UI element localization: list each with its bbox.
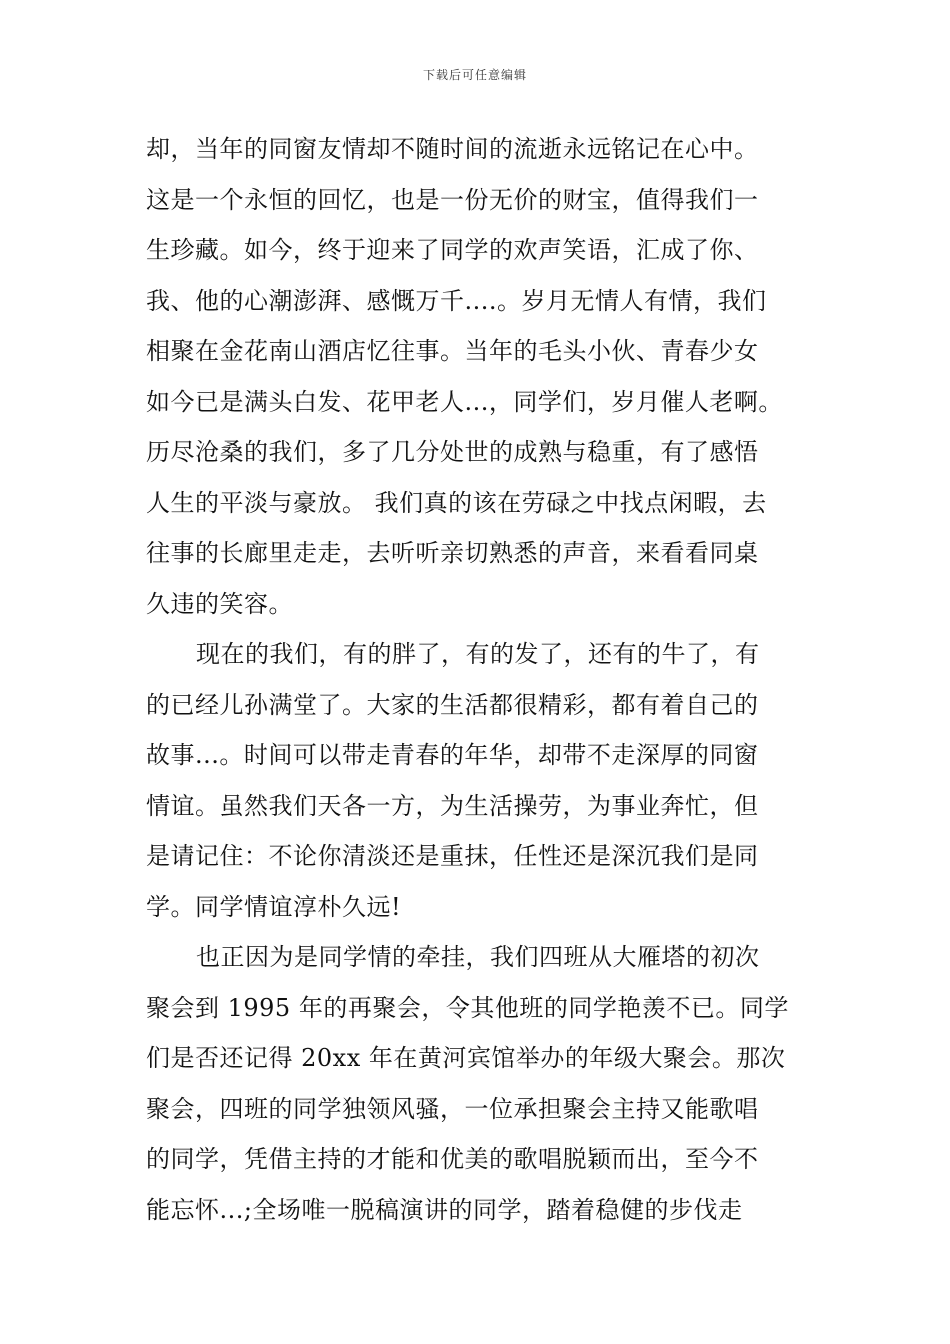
text-line: 也正因为是同学情的牵挂，我们四班从大雁塔的初次 (196, 943, 760, 971)
text-line: 往事的长廊里走走，去听听亲切熟悉的声音，来看看同桌 (146, 539, 759, 567)
text-line: 的已经儿孙满堂了。大家的生活都很精彩，都有着自己的 (146, 690, 759, 719)
text-line: 的同学，凭借主持的才能和优美的歌唱脱颖而出，至今不 (146, 1145, 759, 1173)
body-text (146, 124, 816, 1235)
text-line: 聚会，四班的同学独领风骚，一位承担聚会主持又能歌唱 (146, 1094, 759, 1123)
text-line: 久违的笑容。 (146, 589, 293, 618)
text-line: 学。同学情谊淳朴久远! (146, 892, 402, 921)
text-line: 们是否还记得 20xx 年在黄河宾馆举办的年级大聚会。那次 (146, 1044, 786, 1072)
text-line: 能忘怀...;全场唯一脱稿演讲的同学，踏着稳健的步伐走 (146, 1195, 743, 1224)
text-line: 情谊。虽然我们天各一方，为生活操劳，为事业奔忙，但 (146, 791, 759, 820)
text-line: 我、他的心潮澎湃、感慨万千....。岁月无情人有情，我们 (146, 286, 767, 315)
text-line: 人生的平淡与豪放。 我们真的该在劳碌之中找点闲暇，去 (146, 488, 767, 517)
text-line: 这是一个永恒的回忆，也是一份无价的财宝，值得我们一 (146, 185, 759, 214)
text-line: 相聚在金花南山酒店忆往事。当年的毛头小伙、青春少女 (146, 337, 759, 365)
text-line: 故事...。时间可以带走青春的年华，却带不走深厚的同窗 (146, 741, 759, 769)
header-note: 下载后可任意编辑 (422, 68, 527, 82)
text-line: 却，当年的同窗友情却不随时间的流逝永远铭记在心中。 (146, 135, 759, 163)
text-line: 现在的我们，有的胖了，有的发了，还有的牛了，有 (196, 640, 760, 668)
text-line: 生珍藏。如今，终于迎来了同学的欢声笑语，汇成了你、 (146, 236, 759, 264)
text-line: 是请记住：不论你清淡还是重抹，任性还是深沉我们是同 (146, 842, 759, 870)
text-line: 聚会到 1995 年的再聚会，令其他班的同学艳羡不已。同学 (146, 993, 789, 1022)
text-line: 历尽沧桑的我们，多了几分处世的成熟与稳重，有了感悟 (146, 438, 759, 466)
text-line: 如今已是满头白发、花甲老人...，同学们，岁月催人老啊。 (146, 387, 783, 416)
